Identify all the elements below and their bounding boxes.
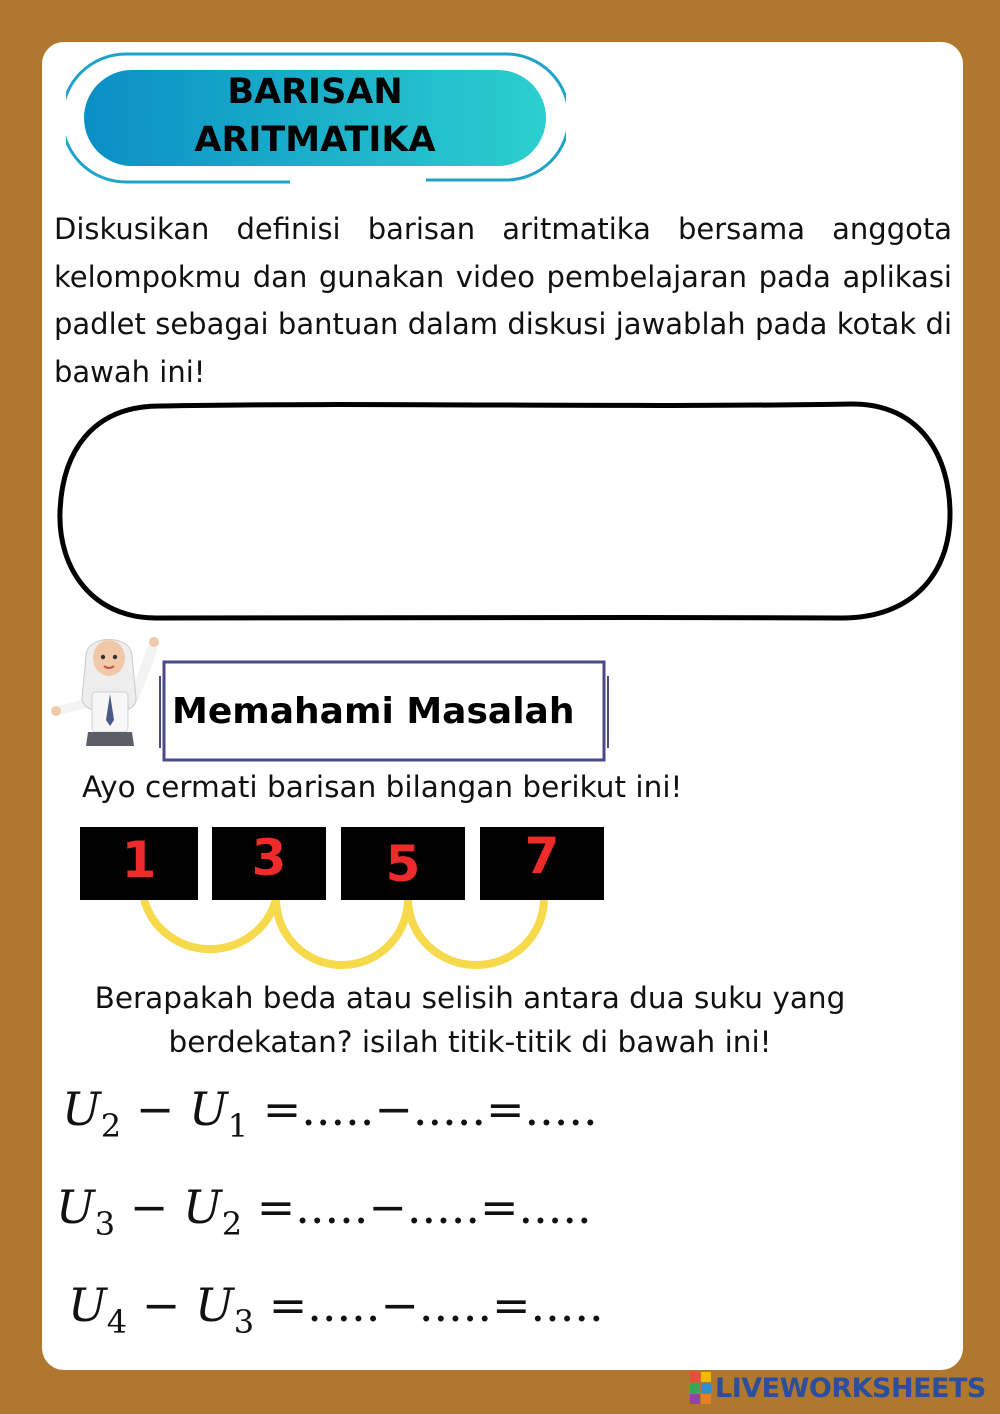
term-u: U xyxy=(68,1278,107,1332)
liveworksheets-logo-icon xyxy=(690,1372,711,1404)
term-u: U xyxy=(182,1180,222,1234)
equation-row-1[interactable] xyxy=(62,1082,598,1145)
term-u: U xyxy=(188,1082,228,1136)
term-index: 2 xyxy=(221,1205,243,1243)
term-u: U xyxy=(62,1082,101,1136)
equation-row-3[interactable] xyxy=(68,1278,604,1341)
title-line-1: BARISAN xyxy=(227,72,403,112)
term-index: 3 xyxy=(233,1303,255,1341)
difference-arcs xyxy=(130,895,570,975)
definition-answer-input[interactable] xyxy=(110,430,894,594)
sequence-prompt: Ayo cermati barisan bilangan berikut ini! xyxy=(82,770,683,804)
sequence-term-2 xyxy=(212,827,326,900)
term-index: 3 xyxy=(94,1205,116,1243)
section-title: Memahami Masalah xyxy=(172,691,575,732)
minus-sign: − xyxy=(135,1082,175,1136)
fill-in-blanks: =.....−.....=..... xyxy=(242,1180,592,1234)
term-u: U xyxy=(194,1278,234,1332)
sequence-term-value: 1 xyxy=(121,831,157,889)
fill-in-blanks: =.....−.....=..... xyxy=(254,1278,604,1332)
minus-sign: − xyxy=(141,1278,181,1332)
term-index: 1 xyxy=(227,1107,249,1145)
minus-sign: − xyxy=(129,1180,169,1234)
sequence-term-value: 5 xyxy=(385,835,421,893)
difference-question: Berapakah beda atau selisih antara dua suku yang berdekatan? isilah titik-titik di bawah ini! xyxy=(94,981,846,1059)
student-character-icon xyxy=(48,628,168,750)
sequence-term-value: 7 xyxy=(524,827,560,885)
worksheet-title xyxy=(90,68,540,164)
watermark-text: LIVEWORKSHEETS xyxy=(715,1372,986,1404)
term-index: 2 xyxy=(100,1107,122,1145)
term-index: 4 xyxy=(106,1303,128,1341)
sequence-term-4 xyxy=(480,827,604,900)
term-u: U xyxy=(56,1180,95,1234)
sequence-term-1 xyxy=(80,827,198,900)
sequence-term-value: 3 xyxy=(251,829,287,887)
liveworksheets-watermark xyxy=(690,1372,986,1404)
title-line-2: ARITMATIKA xyxy=(194,120,436,160)
equation-row-2[interactable] xyxy=(56,1180,592,1243)
instruction-text: Diskusikan definisi barisan aritmatika bersama anggota kelompokmu dan gunakan video pembelajaran pada aplikasi padlet sebagai bantuan dalam diskusi jawablah pada kotak di bawah ini! xyxy=(54,212,952,389)
sequence-term-3 xyxy=(341,827,465,900)
fill-in-blanks: =.....−.....=..... xyxy=(248,1082,598,1136)
